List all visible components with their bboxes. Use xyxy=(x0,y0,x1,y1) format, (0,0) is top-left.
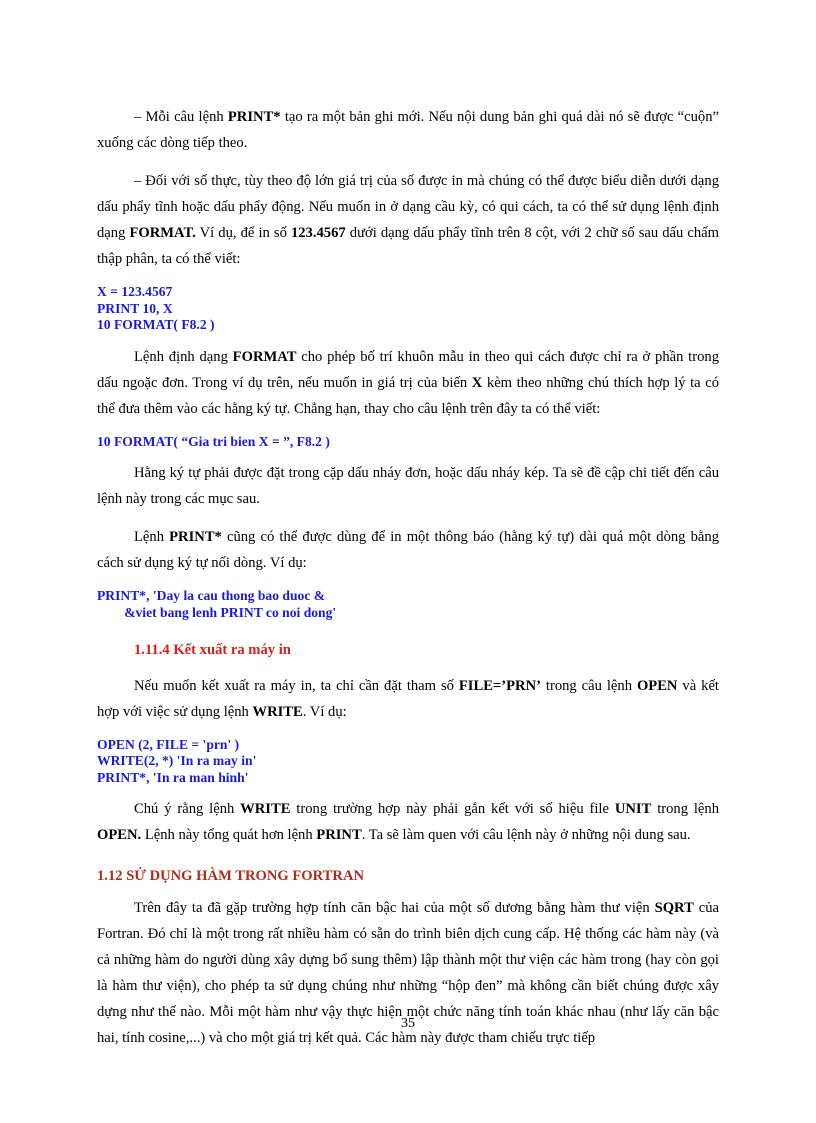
code-line: 10 FORMAT( F8.2 ) xyxy=(97,317,215,333)
paragraph-library-functions: Trên đây ta đã gặp trường hợp tính căn bậc hai của một số dương bằng hàm thư viện SQRT của Fortran. Đó chỉ là một trong rất nhiều hàm có sẵn do trình biên dịch cung cấp. Hệ thống các hàm này (và cả những hàm do người dùng xây dựng bổ sung thêm) lập thành một thư viện các hàm trong (hay còn gọi là hàm thư viện), cho phép ta sử dụng chúng như những “hộp đen” mà không cần biết chúng được xây dựng như thế nào. Mỗi một hàm như vậy thực hiện một chức năng tính toán khác nhau (như lấy căn bậc hai, tính cosine,...) và cho một giá trị kết quả. Các hàm này được tham chiếu trực tiếp xyxy=(97,900,719,1047)
code-line: &viet bang lenh PRINT co noi dong' xyxy=(97,604,337,620)
page-content xyxy=(97,104,719,1063)
code-line: PRINT*, 'Day la cau thong bao duoc & xyxy=(97,588,326,604)
page-number: 35 xyxy=(401,1016,415,1031)
code-line: X = 123.4567 xyxy=(97,284,173,299)
code-line: PRINT 10, X xyxy=(97,300,173,316)
paragraph-format-explanation: Lệnh định dạng FORMAT cho phép bố trí khuôn mẫu in theo qui cách được chỉ ra ở phần trong dấu ngoặc đơn. Trong ví dụ trên, nếu muốn in giá trị của biến X kèm theo những chú thích hợp lý ta có thể đưa thêm vào các hằng ký tự. Chẳng hạn, thay cho câu lệnh trên đây ta có thể viết: xyxy=(97,348,719,417)
code-line: OPEN (2, FILE = 'prn' ) xyxy=(97,736,240,752)
paragraph-write-note: Chú ý rằng lệnh WRITE trong trường hợp này phải gắn kết với số hiệu file UNIT trong lệnh OPEN. Lệnh này tổng quát hơn lệnh PRINT. Ta sẽ làm quen với câu lệnh này ở những nội dung sau. xyxy=(97,801,719,844)
code-block-format-example xyxy=(97,284,719,334)
code-block-continuation xyxy=(97,588,719,621)
code-block-printer xyxy=(97,737,719,787)
section-heading: 1.12 SỬ DỤNG HÀM TRONG FORTRAN xyxy=(97,868,365,885)
code-line: WRITE(2, *) 'In ra may in' xyxy=(97,753,257,769)
code-block-format-string xyxy=(97,434,719,451)
code-line: PRINT*, 'In ra man hinh' xyxy=(97,769,249,785)
subsection-heading: 1.11.4 Kết xuất ra máy in xyxy=(134,641,291,658)
paragraph-string-constants: Hằng ký tự phải được đặt trong cặp dấu nháy đơn, hoặc dấu nháy kép. Ta sẽ đề cập chi tiết đến câu lệnh này trong các mục sau. xyxy=(97,465,719,508)
paragraph-print-record: – Mỗi câu lệnh PRINT* tạo ra một bản ghi mới. Nếu nội dung bản ghi quá dài nó sẽ được “cuộn” xuống các dòng tiếp theo. xyxy=(97,109,719,151)
paragraph-printer-output: Nếu muốn kết xuất ra máy in, ta chỉ cần đặt tham số FILE=’PRN’ trong câu lệnh OPEN và kết hợp với việc sử dụng lệnh WRITE. Ví dụ: xyxy=(97,677,719,720)
code-line: 10 FORMAT( “Gia tri bien X = ”, F8.2 ) xyxy=(97,433,330,449)
paragraph-line-continuation: Lệnh PRINT* cũng có thể được dùng để in một thông báo (hằng ký tự) dài quá một dòng bằng cách sử dụng ký tự nối dòng. Ví dụ: xyxy=(97,529,719,572)
paragraph-real-numbers: – Đối với số thực, tùy theo độ lớn giá trị của số được in mà chúng có thể được biểu diễn dưới dạng dấu phẩy tĩnh hoặc dấu phẩy động. Nếu muốn in ở dạng cầu kỳ, có qui cách, ta có thể sử dụng lệnh định dạng FORMAT. Ví dụ, để in số 123.4567 dưới dạng dấu phẩy tĩnh trên 8 cột, với 2 chữ số sau dấu chấm thập phân, ta có thể viết: xyxy=(97,173,719,267)
